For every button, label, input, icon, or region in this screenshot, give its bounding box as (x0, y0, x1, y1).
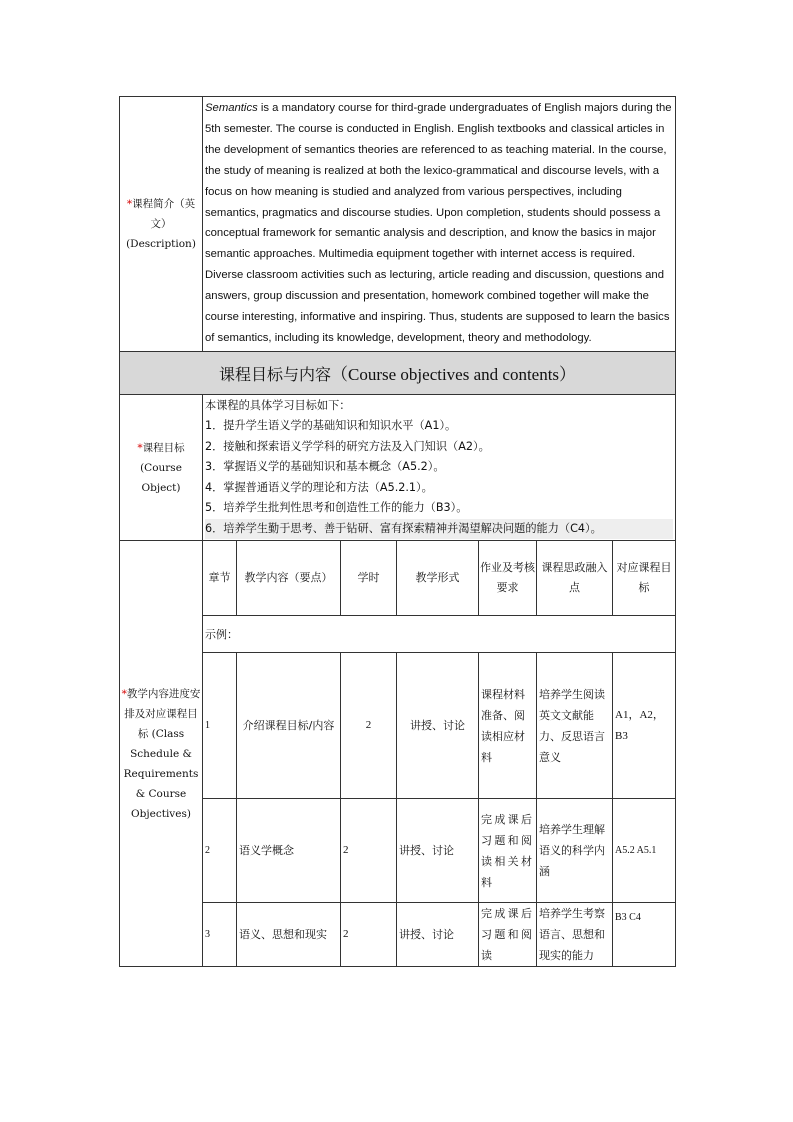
description-label (120, 97, 203, 352)
row-target: B3 C4 (613, 903, 676, 967)
objectives-label-zh: 课程目标 (142, 441, 185, 454)
course-syllabus-sheet (119, 96, 675, 967)
row-homework: 课程材料准备、阅读相应材料 (479, 653, 537, 799)
objectives-row (120, 394, 676, 541)
header-homework: 作业及考核要求 (479, 541, 537, 616)
objectives-label-en: (Course Object) (140, 461, 182, 494)
schedule-header-row (120, 541, 676, 616)
objectives-list (203, 394, 676, 541)
required-star: * (137, 441, 143, 454)
objective-item: 1．提升学生语义学的基础知识和知识水平（A1）。 (205, 419, 457, 433)
schedule-label-en: (Class Schedule & Requirements & Course Objectives) (123, 727, 199, 820)
header-content: 教学内容（要点） (237, 541, 341, 616)
section-heading (120, 351, 676, 394)
objective-item: 3．掌握语义学的基础知识和基本概念（A5.2）。 (205, 460, 445, 474)
header-ideology: 课程思政融入点 (537, 541, 613, 616)
row-chapter: 1 (203, 653, 237, 799)
objectives-intro: 本课程的具体学习目标如下： (205, 398, 351, 412)
required-star: * (126, 197, 133, 210)
row-ideology: 培养学生考察语言、思想和现实的能力 (537, 903, 613, 967)
row-content: 介绍课程目标/内容 (237, 653, 341, 799)
objectives-label (120, 394, 203, 541)
description-text (203, 97, 676, 352)
row-ideology: 培养学生理解语义的科学内涵 (537, 799, 613, 903)
header-hours: 学时 (341, 541, 397, 616)
table-row (120, 903, 676, 967)
row-target: A5.2 A5.1 (613, 799, 676, 903)
row-hours: 2 (341, 903, 397, 967)
header-target: 对应课程目标 (613, 541, 676, 616)
schedule-label (120, 541, 203, 967)
section-heading-row (120, 351, 676, 394)
description-label-en: (Description) (126, 237, 196, 250)
row-content: 语义学概念 (237, 799, 341, 903)
description-body: is a mandatory course for third-grade undergraduates of English majors during the 5th semester. The course is conducted in English. English textbooks and classical articles in the development of semantics theories are referenced to as teaching material. In the course, the study of meaning is realized at both the lexico-grammatical and discourse levels, with a focus on how meaning is studied and analyzed from various perspectives, including semantics, pragmatics and discourse studies. Upon completion, students should possess a conceptual framework for semantic analysis and description, and know the basics in major semantic approaches. Multimedia equipment together with internet access is required. Diverse classroom activities such as lecturing, article reading and discussion, questions and answers, group discussion and presentation, homework combined together will make the course interesting, informative and inspiring. Thus, students are supposed to learn the basics of semantics, including its knowledge, development, theory and methodology. (205, 102, 672, 344)
row-ideology: 培养学生阅读英文文献能力、反思语言意义 (537, 653, 613, 799)
objective-item: 6．培养学生勤于思考、善于钻研、富有探索精神并渴望解决问题的能力（C4）。 (205, 519, 673, 540)
example-row (120, 616, 676, 653)
section-title-zh: 课程目标与内容 (219, 365, 332, 385)
example-label: 示例： (203, 616, 676, 653)
description-italic-word: Semantics (205, 102, 258, 114)
row-hours: 2 (341, 799, 397, 903)
row-hours: 2 (341, 653, 397, 799)
table-row (120, 653, 676, 799)
objective-item: 5．培养学生批判性思考和创造性工作的能力（B3）。 (205, 501, 468, 515)
row-form: 讲授、讨论 (397, 903, 479, 967)
header-chapter: 章节 (203, 541, 237, 616)
section-title-en: （Course objectives and contents） (331, 365, 577, 385)
header-form: 教学形式 (397, 541, 479, 616)
syllabus-table (119, 96, 676, 967)
objective-item: 2．接触和探索语义学学科的研究方法及入门知识（A2）。 (205, 439, 490, 453)
row-chapter: 3 (203, 903, 237, 967)
row-chapter: 2 (203, 799, 237, 903)
row-form: 讲授、讨论 (397, 799, 479, 903)
required-star: * (121, 687, 127, 700)
row-form: 讲授、讨论 (397, 653, 479, 799)
description-label-zh: 课程简介（英文） (132, 197, 196, 230)
schedule-label-zh: 教学内容进度安排及对应课程目标 (124, 687, 201, 740)
row-homework: 完成课后习题和阅读相关材料 (479, 799, 537, 903)
table-row (120, 799, 676, 903)
row-homework: 完成课后习题和阅读 (479, 903, 537, 967)
description-row (120, 97, 676, 352)
row-content: 语义、思想和现实 (237, 903, 341, 967)
row-target: A1，A2，B3 (613, 653, 676, 799)
objective-item: 4．掌握普通语义学的理论和方法（A5.2.1）。 (205, 480, 433, 494)
